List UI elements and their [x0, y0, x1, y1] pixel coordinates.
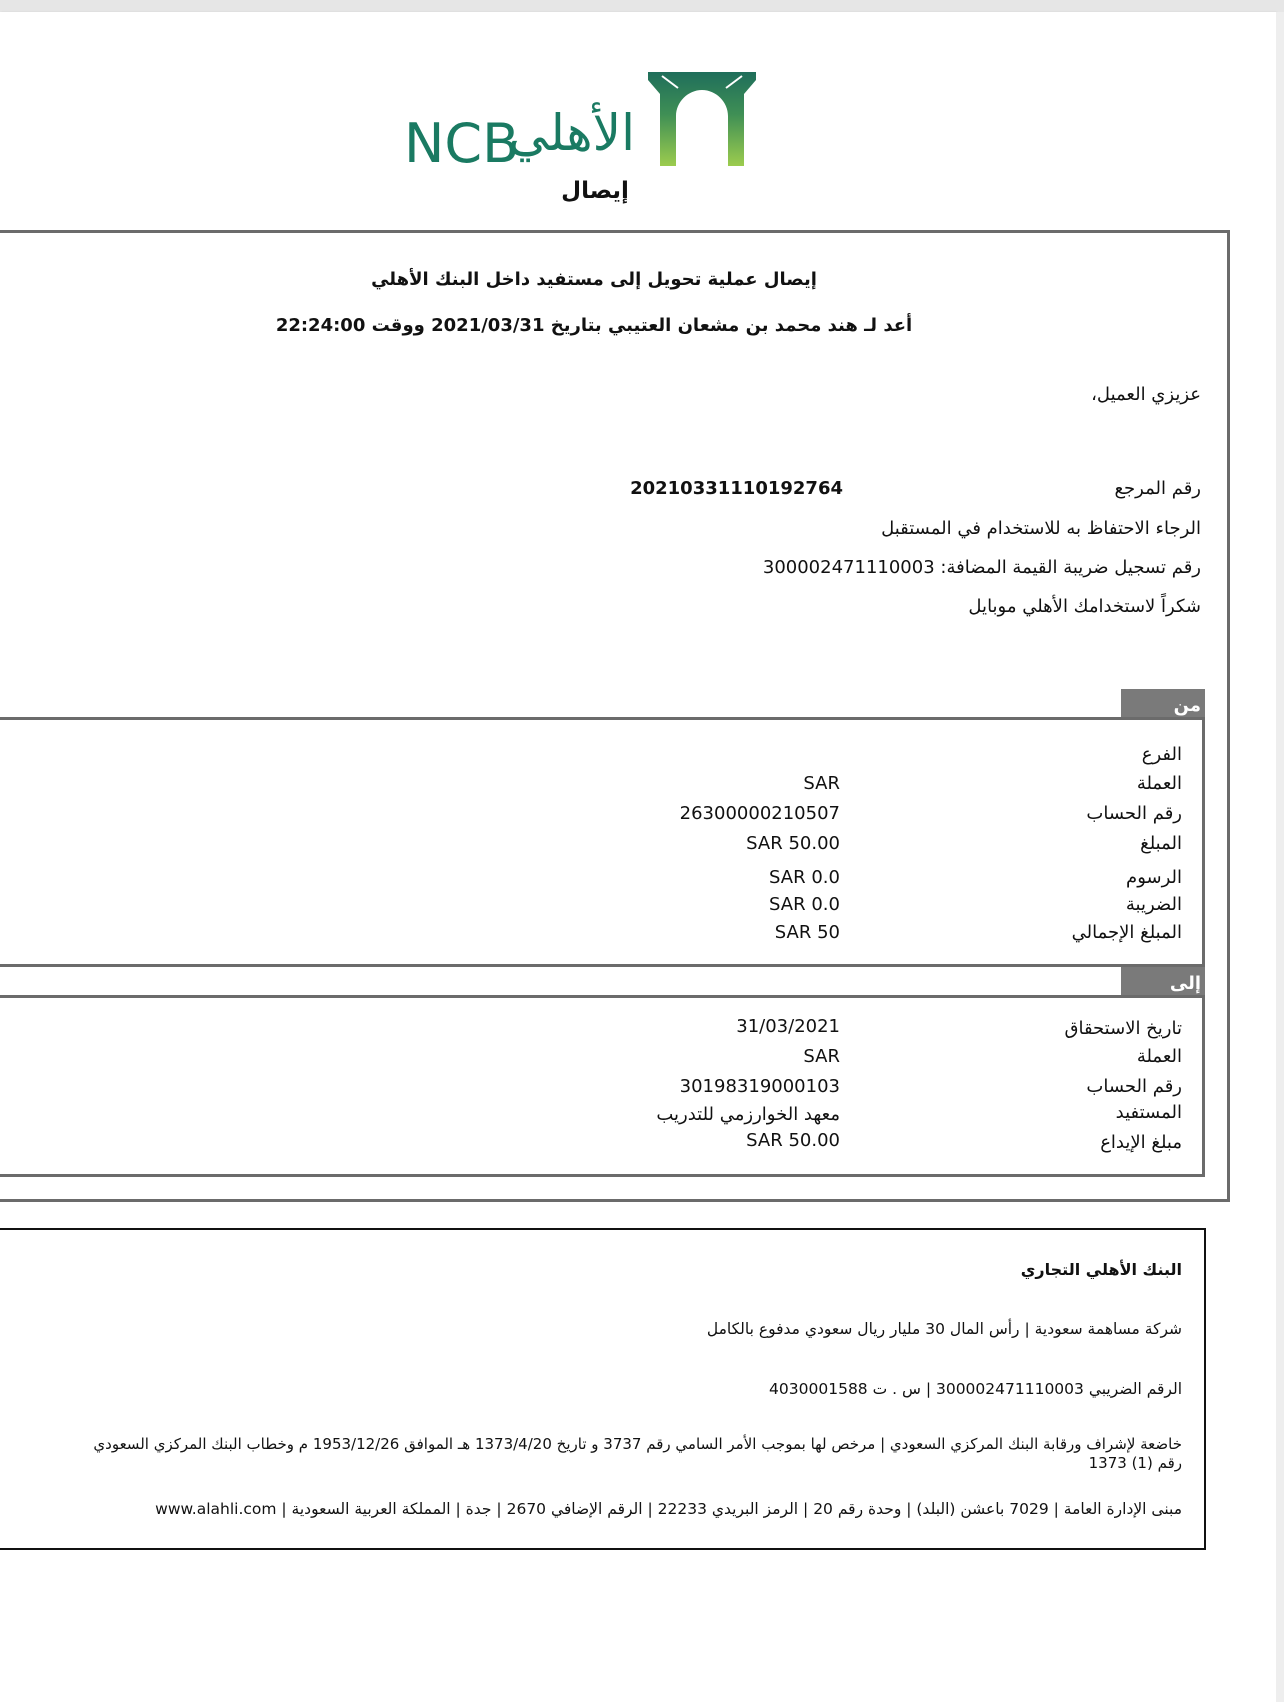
from-label-account: رقم الحساب: [1086, 803, 1182, 824]
bank-footer: [0, 1228, 1206, 1550]
from-label-amount: المبلغ: [1140, 833, 1182, 854]
reference-number: 20210331110192764: [630, 478, 843, 499]
footer-regulation: خاضعة لإشراف ورقابة البنك المركزي السعودي | مرخص لها بموجب الأمر السامي رقم 3737 و تاريخ 1373/4/20 هـ الموافق 1953/12/26 م وخطاب البنك المركزي السعودي: [93, 1435, 1182, 1453]
vat-registration: رقم تسجيل ضريبة القيمة المضافة: 300002471110003: [762, 557, 1201, 578]
reference-label: رقم المرجع: [1114, 478, 1201, 499]
footer-regulation-cont: رقم (1) 1373: [1088, 1454, 1182, 1472]
page-edge-shadow: [1276, 12, 1284, 1702]
keep-note: الرجاء الاحتفاظ به للاستخدام في المستقبل: [881, 518, 1201, 539]
from-value-total: 50 SAR: [774, 922, 840, 943]
greeting: عزيزي العميل،: [1091, 384, 1201, 405]
from-label-fees: الرسوم: [1126, 867, 1182, 888]
to-value-deposit: 50.00 SAR: [746, 1130, 840, 1151]
from-value-fees: 0.0 SAR: [769, 867, 840, 888]
from-label-currency: العملة: [1136, 773, 1182, 794]
prepared-for-line: أعد لـ هند محمد بن مشعان العتيبي بتاريخ 2021/03/31 ووقت 22:24:00: [275, 315, 913, 336]
from-section: [0, 717, 1205, 967]
ncb-logo: [404, 72, 756, 175]
thanks-message: شكراً لاستخدامك الأهلي موبايل: [968, 596, 1201, 617]
from-value-account: 26300000210507: [679, 803, 840, 824]
receipt-heading: إيصال عملية تحويل إلى مستفيد داخل البنك الأهلي: [371, 269, 817, 290]
to-section-tab: إلى: [1121, 967, 1205, 995]
to-section: [0, 995, 1205, 1177]
footer-tax: الرقم الضريبي 300002471110003 | س . ت 4030001588: [769, 1380, 1182, 1398]
from-label-tax: الضريبة: [1125, 894, 1182, 915]
footer-address: مبنى الإدارة العامة | 7029 باعشن (البلد) | وحدة رقم 20 | الرمز البريدي 22233 | الرقم الإضافي 2670 | جدة | المملكة العربية السعودية | www.alahli.com: [155, 1500, 1182, 1518]
from-value-amount: 50.00 SAR: [746, 833, 840, 854]
document-title: إيصال: [561, 178, 629, 204]
to-value-beneficiary: معهد الخوارزمي للتدريب: [656, 1104, 840, 1125]
to-value-currency: SAR: [803, 1046, 840, 1067]
from-label-branch: الفرع: [1141, 744, 1182, 765]
to-label-currency: العملة: [1136, 1046, 1182, 1067]
footer-bank-name: البنك الأهلي التجاري: [1020, 1260, 1182, 1279]
from-label-total: المبلغ الإجمالي: [1071, 922, 1182, 943]
logo-arabic-text: الأهلي: [508, 104, 636, 162]
ncb-arch-logo-icon: [648, 72, 756, 166]
from-value-tax: 0.0 SAR: [769, 894, 840, 915]
to-label-due-date: تاريخ الاستحقاق: [1064, 1018, 1182, 1039]
from-section-tab: من: [1121, 689, 1205, 717]
to-label-account: رقم الحساب: [1086, 1076, 1182, 1097]
logo-latin-text: NCB: [404, 112, 520, 175]
to-label-beneficiary: المستفيد: [1115, 1102, 1182, 1123]
receipt-page: [0, 12, 1276, 1702]
from-value-currency: SAR: [803, 773, 840, 794]
receipt-frame: [0, 230, 1230, 1202]
footer-company: شركة مساهمة سعودية | رأس المال 30 مليار ريال سعودي مدفوع بالكامل: [706, 1320, 1182, 1338]
to-value-due-date: 31/03/2021: [736, 1016, 840, 1037]
to-value-account: 30198319000103: [679, 1076, 840, 1097]
to-label-deposit: مبلغ الإيداع: [1100, 1132, 1182, 1153]
